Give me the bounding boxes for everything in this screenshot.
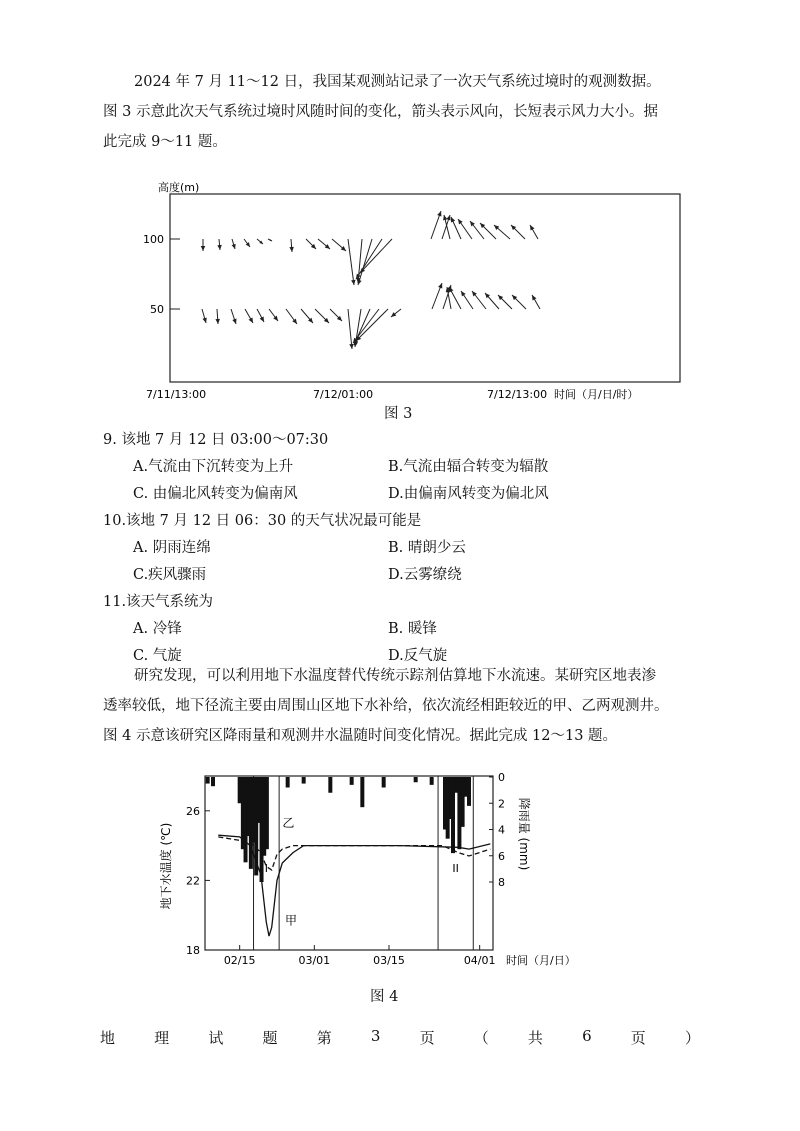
- fig3-caption: 图 3: [384, 406, 413, 422]
- wind-arrow: [269, 309, 278, 321]
- rainfall-bar: [328, 777, 332, 793]
- rainfall-bar: [360, 777, 364, 807]
- footer-char: 共: [527, 1029, 543, 1047]
- fig4-marks: [186, 771, 505, 967]
- wind-arrow: [498, 295, 512, 309]
- footer-char: 3: [370, 1027, 381, 1045]
- footer-char: 第: [316, 1029, 332, 1047]
- wind-arrow: [332, 239, 346, 251]
- footer-char: 地: [100, 1029, 116, 1047]
- wind-arrow: [257, 239, 263, 244]
- fig3-xtick-1: 7/11/13:00: [146, 388, 207, 401]
- rainfall-bar: [461, 777, 465, 827]
- wind-arrow: [318, 239, 330, 249]
- fig3-xlabel: 时间（月/日/时）: [554, 388, 639, 401]
- fig4-xlabel: 时间（月/日）: [506, 954, 576, 967]
- wind-arrow: [245, 309, 253, 323]
- footer-char: 6: [582, 1027, 592, 1045]
- rainfall-bar: [414, 777, 418, 782]
- fig3-xtick-3: 7/12/13:00: [487, 388, 548, 401]
- footer-char: （: [473, 1029, 489, 1047]
- fig3-ytick-50: 50: [150, 303, 164, 316]
- wind-arrow: [485, 293, 499, 309]
- q9-option-c: C. 由偏北风转变为偏南风: [133, 486, 298, 502]
- rainfall-bar: [286, 777, 290, 788]
- wind-arrow: [201, 239, 206, 251]
- x-tick-label: 03/01: [298, 954, 331, 967]
- wind-arrow: [232, 239, 236, 249]
- x-tick-label: 04/01: [463, 954, 496, 967]
- wind-arrow: [512, 295, 526, 309]
- series-line-dashed: [218, 837, 490, 870]
- x-tick-label: 03/15: [373, 954, 405, 967]
- rainfall-bar: [265, 777, 269, 849]
- wind-arrow: [391, 309, 401, 317]
- fig4-caption: 图 4: [370, 989, 399, 1005]
- page-footer: [100, 1027, 700, 1048]
- q9-option-b: B.气流由辐合转变为辐散: [388, 459, 549, 475]
- wind-arrow: [231, 309, 237, 324]
- q11-option-a: A. 冷锋: [133, 621, 182, 637]
- q11-option-b: B. 暖锋: [388, 621, 437, 637]
- rainfall-bar: [382, 777, 386, 788]
- wind-arrow: [472, 291, 486, 309]
- series-label: 乙: [282, 815, 295, 830]
- q10-option-c: C.疾风骤雨: [133, 567, 207, 583]
- wind-arrow: [432, 283, 442, 309]
- wind-arrow-group: [201, 211, 540, 349]
- wind-arrow: [348, 239, 356, 285]
- footer-char: ）: [684, 1029, 700, 1047]
- wind-arrow: [532, 295, 540, 309]
- wind-arrow: [202, 309, 207, 323]
- y2-tick-label: 2: [498, 797, 505, 811]
- wind-arrow: [356, 309, 388, 341]
- q9-option-d: D.由偏南风转变为偏北风: [388, 486, 549, 502]
- wind-arrow: [461, 291, 473, 309]
- footer-char: 理: [154, 1029, 170, 1047]
- wind-arrow: [530, 225, 538, 239]
- fig4-ylabel: 地下水温度 (℃): [159, 822, 173, 910]
- x-tick-label: 02/15: [223, 954, 256, 967]
- rainfall-bar: [302, 777, 306, 784]
- footer-char: 试: [208, 1029, 224, 1047]
- wind-arrow: [306, 239, 316, 249]
- fig3-xtick-2: 7/12/01:00: [313, 388, 374, 401]
- q10-option-d: D.云雾缭绕: [388, 567, 462, 583]
- fig3-frame: [170, 194, 680, 382]
- wind-arrow: [289, 239, 293, 252]
- wind-arrow: [511, 225, 525, 239]
- intro2-line: 研究发现，可以利用地下水温度替代传统示踪剂估算地下水流速。某研究区地表渗: [134, 668, 656, 684]
- wind-arrow: [330, 309, 342, 321]
- intro1-line: 图 3 示意此次天气系统过境时风随时间的变化，箭头表示风向，长短表示风力大小。据: [103, 104, 658, 120]
- question-9-stem: 9. 该地 7 月 12 日 03:00～07:30: [103, 432, 329, 448]
- wind-arrow: [244, 239, 250, 247]
- q9-option-a: A.气流由下沉转变为上升: [133, 459, 294, 475]
- y2-tick-label: 4: [498, 823, 505, 837]
- period-label: II: [452, 862, 459, 875]
- q10-option-a: A. 阴雨连绵: [133, 540, 211, 556]
- rainfall-bar: [350, 777, 354, 785]
- q11-option-c: C. 气旋: [133, 648, 182, 664]
- rainfall-bar: [467, 777, 471, 806]
- intro-paragraph-1: [103, 67, 723, 157]
- q10-option-b: B. 晴朗少云: [388, 540, 466, 556]
- series-label: 甲: [285, 913, 298, 928]
- rainfall-bar: [206, 777, 210, 784]
- footer-char: 页: [630, 1029, 646, 1047]
- wind-arrow: [286, 309, 297, 324]
- question-11-stem: 11.该天气系统为: [103, 594, 214, 610]
- fig4-y2label: 降雨量 (mm): [517, 797, 531, 871]
- question-10-stem: 10.该地 7 月 12 日 06：30 的天气状况最可能是: [103, 513, 422, 529]
- y2-tick-label: 6: [498, 849, 505, 863]
- wind-arrow: [301, 309, 313, 323]
- wind-arrow: [217, 239, 221, 250]
- rainfall-bar: [211, 777, 215, 786]
- wind-arrow: [431, 211, 441, 239]
- intro1-line: 此完成 9～11 题。: [103, 134, 227, 150]
- y2-tick-label: 0: [498, 771, 505, 784]
- intro1-line: 2024 年 7 月 11～12 日，我国某观测站记录了一次天气系统过境时的观测数据。: [134, 74, 661, 90]
- figure-4-chart: [150, 764, 610, 972]
- wind-arrow: [268, 239, 272, 241]
- wind-arrow: [494, 225, 510, 239]
- wind-arrow: [360, 239, 392, 273]
- fig3-ylabel: 高度(m): [158, 181, 200, 194]
- q11-option-d: D.反气旋: [388, 648, 448, 664]
- fig3-ytick-100: 100: [143, 233, 164, 246]
- wind-arrow: [470, 221, 484, 239]
- footer-char: 题: [262, 1029, 278, 1047]
- intro2-line: 透率较低，地下径流主要由周围山区地下水补给，依次流经相距较近的甲、乙两观测井。: [103, 698, 669, 714]
- wind-arrow: [315, 309, 329, 323]
- intro2-line: 图 4 示意该研究区降雨量和观测井水温随时间变化情况。据此完成 12～13 题。: [103, 728, 618, 744]
- footer-char: 页: [419, 1029, 435, 1047]
- intro-paragraph-2: [103, 661, 723, 751]
- figure-3-wind-diagram: [120, 172, 720, 404]
- y-tick-label: 18: [186, 944, 200, 957]
- rainfall-bar: [430, 777, 434, 785]
- wind-arrow: [353, 309, 379, 343]
- wind-arrow: [257, 309, 264, 322]
- period-label: I: [264, 862, 268, 875]
- y-tick-label: 26: [186, 804, 200, 818]
- y-tick-label: 22: [186, 874, 200, 888]
- wind-arrow: [215, 309, 219, 324]
- y2-tick-label: 8: [498, 876, 505, 889]
- wind-arrow: [348, 309, 354, 349]
